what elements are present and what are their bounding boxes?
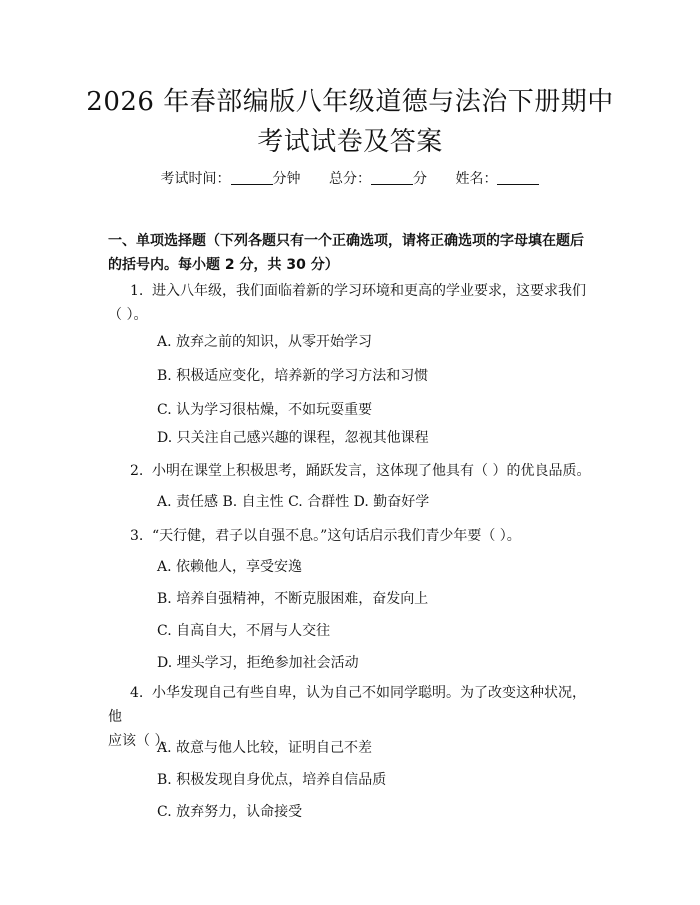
question-stem: 小明在课堂上积极思考，踊跃发言，这体现了他具有（ ）的优良品质。 <box>152 463 591 479</box>
question-stem-cont: 应该（ ）。 <box>108 733 176 749</box>
option-1a: A. 放弃之前的知识，从零开始学习 <box>157 334 373 350</box>
document-title <box>0 85 700 159</box>
option-3d: D. 埋头学习，拒绝参加社会活动 <box>157 655 359 671</box>
section-heading: 一、单项选择题（下列各题只有一个正确选项，请将正确选项的字母填在题后的括号内。每小题 2 分，共 30 分） <box>108 233 584 273</box>
total-score-label: 总分： <box>329 171 371 187</box>
question-number: 3. <box>130 528 144 544</box>
option-4c: C. 放弃努力，认命接受 <box>157 804 303 820</box>
exam-info-line <box>0 168 700 188</box>
exam-time-unit: 分钟 <box>272 171 301 187</box>
option-3a: A. 依赖他人，享受安逸 <box>157 559 303 575</box>
question-number: 4. <box>130 685 144 701</box>
title-line-1: 2026 年春部编版八年级道德与法治下册期中 <box>86 87 614 117</box>
question-stem: “天行健，君子以自强不息。”这句话启示我们青少年要（ ）。 <box>152 528 521 544</box>
option-2-inline: A. 责任感 B. 自主性 C. 合群性 D. 勤奋好学 <box>157 494 430 510</box>
question-number: 1. <box>130 283 144 299</box>
exam-time-field <box>161 171 305 187</box>
option-3b: B. 培养自强精神，不断克服困难，奋发向上 <box>157 591 429 607</box>
option-4a: A. 故意与他人比较，证明自己不差 <box>157 740 373 756</box>
question-stem-cont: （ ）。 <box>108 307 148 323</box>
exam-time-blank <box>231 170 273 185</box>
name-field <box>455 171 539 187</box>
question-number: 2. <box>130 463 144 479</box>
name-label: 姓名： <box>455 171 498 187</box>
exam-time-label: 考试时间： <box>160 171 231 187</box>
option-3c: C. 自高自大，不屑与人交往 <box>157 623 331 639</box>
question-stem: 进入八年级，我们面临着新的学习环境和更高的学业要求，这要求我们 <box>152 283 586 299</box>
question-2 <box>108 459 598 483</box>
total-score-blank <box>371 170 413 185</box>
title-line-2: 考试试卷及答案 <box>257 127 443 157</box>
question-stem: 小华发现自己有些自卑，认为自己不如同学聪明。为了改变这种状况，他 <box>108 685 586 725</box>
option-4b: B. 积极发现自身优点，培养自信品质 <box>157 772 387 788</box>
option-1b: B. 积极适应变化，培养新的学习方法和习惯 <box>157 368 429 384</box>
option-1c: C. 认为学习很枯燥，不如玩耍重要 <box>157 402 373 418</box>
option-1d: D. 只关注自己感兴趣的课程，忽视其他课程 <box>157 430 429 446</box>
question-1 <box>108 279 598 327</box>
question-3 <box>108 524 598 548</box>
total-score-field <box>329 171 431 187</box>
name-blank <box>497 170 539 185</box>
total-score-unit: 分 <box>413 171 427 187</box>
